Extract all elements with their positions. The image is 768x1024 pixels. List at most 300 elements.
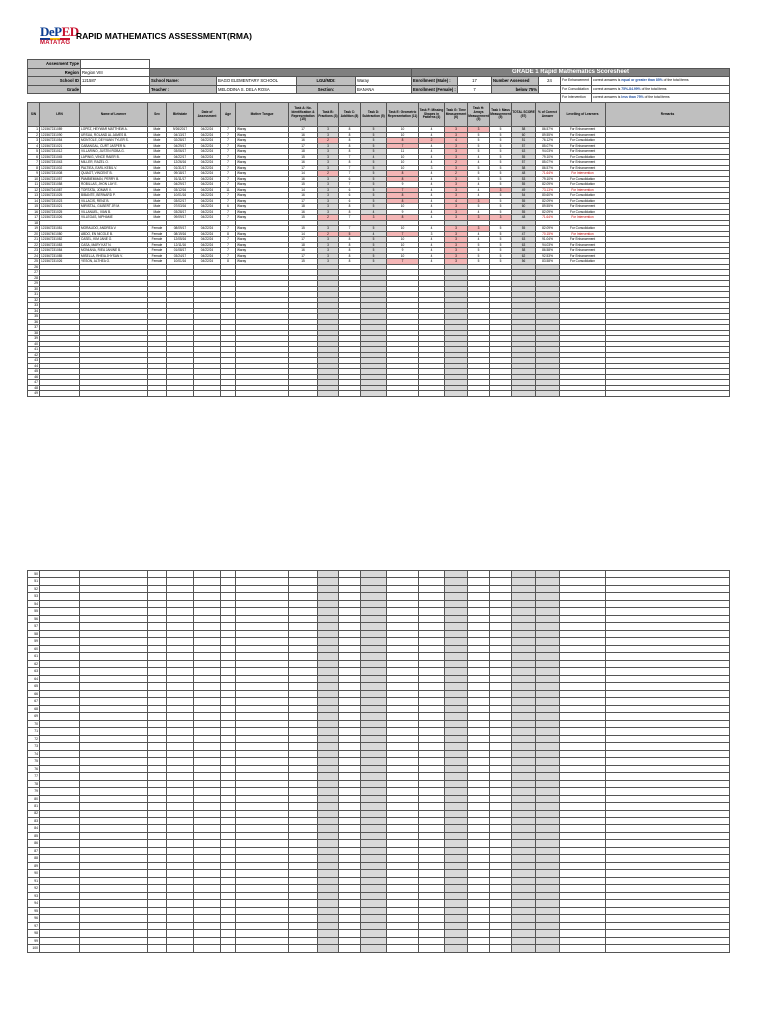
empty-cell[interactable]	[194, 735, 221, 742]
empty-cell[interactable]	[167, 803, 194, 810]
empty-cell[interactable]	[490, 713, 512, 720]
empty-cell[interactable]	[387, 847, 419, 854]
empty-cell[interactable]	[40, 743, 80, 750]
empty-cell[interactable]	[194, 615, 221, 622]
mother-tongue-cell[interactable]: Waray	[236, 242, 289, 248]
empty-cell[interactable]	[318, 945, 339, 952]
empty-cell[interactable]	[536, 690, 560, 697]
empty-cell[interactable]	[148, 391, 167, 397]
empty-cell[interactable]	[361, 855, 387, 862]
task-score-cell[interactable]: 2	[318, 231, 339, 237]
empty-cell[interactable]	[512, 735, 536, 742]
empty-cell[interactable]	[445, 571, 468, 578]
empty-cell[interactable]	[361, 593, 387, 600]
empty-cell[interactable]	[560, 855, 606, 862]
empty-cell[interactable]	[339, 571, 361, 578]
empty-cell[interactable]	[606, 922, 730, 929]
empty-cell[interactable]	[419, 660, 445, 667]
empty-cell[interactable]	[194, 571, 221, 578]
task-score-cell[interactable]: 15	[289, 226, 318, 232]
task-score-cell[interactable]: 3	[318, 237, 339, 243]
empty-cell[interactable]	[606, 788, 730, 795]
empty-cell[interactable]	[361, 608, 387, 615]
empty-cell[interactable]	[221, 615, 236, 622]
empty-cell[interactable]	[606, 773, 730, 780]
empty-cell[interactable]	[606, 698, 730, 705]
lrn-cell[interactable]: 121567231043	[40, 160, 80, 166]
task-score-cell[interactable]: 3	[318, 187, 339, 193]
mother-tongue-cell[interactable]: Waray	[236, 198, 289, 204]
empty-cell[interactable]	[339, 930, 361, 937]
task-score-cell[interactable]: 9	[387, 182, 419, 188]
empty-cell[interactable]	[339, 623, 361, 630]
lrn-cell[interactable]: 121567231090	[40, 132, 80, 138]
empty-cell[interactable]	[167, 847, 194, 854]
empty-cell[interactable]	[148, 750, 167, 757]
empty-cell[interactable]	[490, 795, 512, 802]
empty-cell[interactable]	[289, 758, 318, 765]
empty-cell[interactable]	[606, 855, 730, 862]
empty-cell[interactable]	[80, 817, 148, 824]
empty-cell[interactable]	[419, 825, 445, 832]
task-score-cell[interactable]: 5	[468, 204, 490, 210]
empty-cell[interactable]	[606, 780, 730, 787]
empty-cell[interactable]	[490, 623, 512, 630]
empty-cell[interactable]	[361, 862, 387, 869]
empty-cell[interactable]	[167, 937, 194, 944]
task-score-cell[interactable]: 5	[361, 253, 387, 259]
task-score-cell[interactable]: 8	[387, 193, 419, 199]
mother-tongue-cell[interactable]: Waray	[236, 143, 289, 149]
empty-cell[interactable]	[560, 645, 606, 652]
assessment-date-cell[interactable]: 04/22/24	[194, 176, 221, 182]
empty-cell[interactable]	[236, 900, 289, 907]
task-score-cell[interactable]: 3	[318, 143, 339, 149]
task-score-cell[interactable]: 3	[445, 209, 468, 215]
empty-cell[interactable]	[167, 892, 194, 899]
empty-cell[interactable]	[512, 937, 536, 944]
empty-cell[interactable]	[419, 645, 445, 652]
task-score-cell[interactable]: 2	[419, 138, 445, 144]
empty-cell[interactable]	[468, 922, 490, 929]
task-score-cell[interactable]: 4	[419, 176, 445, 182]
empty-cell[interactable]	[387, 683, 419, 690]
task-score-cell[interactable]: 3	[318, 176, 339, 182]
empty-cell[interactable]	[536, 840, 560, 847]
task-score-cell[interactable]: 3	[445, 127, 468, 133]
empty-cell[interactable]	[536, 615, 560, 622]
birthdate-cell[interactable]: 02/28/17	[167, 138, 194, 144]
empty-cell[interactable]	[339, 817, 361, 824]
empty-cell[interactable]	[194, 705, 221, 712]
empty-cell[interactable]	[536, 578, 560, 585]
empty-cell[interactable]	[167, 735, 194, 742]
empty-cell[interactable]	[40, 728, 80, 735]
empty-cell[interactable]	[445, 623, 468, 630]
empty-cell[interactable]	[339, 788, 361, 795]
empty-cell[interactable]	[148, 915, 167, 922]
empty-cell[interactable]	[167, 578, 194, 585]
empty-cell[interactable]	[512, 930, 536, 937]
empty-cell[interactable]	[167, 585, 194, 592]
empty-cell[interactable]	[80, 945, 148, 952]
task-score-cell[interactable]: 3	[318, 198, 339, 204]
empty-cell[interactable]	[361, 900, 387, 907]
empty-cell[interactable]	[606, 578, 730, 585]
empty-cell[interactable]	[167, 758, 194, 765]
empty-cell[interactable]	[194, 585, 221, 592]
empty-cell[interactable]	[361, 743, 387, 750]
task-score-cell[interactable]: 4	[419, 253, 445, 259]
empty-cell[interactable]	[339, 855, 361, 862]
empty-cell[interactable]	[361, 653, 387, 660]
empty-cell[interactable]	[221, 907, 236, 914]
empty-cell[interactable]	[221, 788, 236, 795]
empty-cell[interactable]	[536, 810, 560, 817]
empty-cell[interactable]	[387, 810, 419, 817]
empty-cell[interactable]	[236, 630, 289, 637]
empty-cell[interactable]	[194, 900, 221, 907]
empty-cell[interactable]	[194, 698, 221, 705]
mother-tongue-cell[interactable]: Waray	[236, 204, 289, 210]
task-score-cell[interactable]: 17	[289, 143, 318, 149]
empty-cell[interactable]	[445, 615, 468, 622]
task-score-cell[interactable]: 5	[468, 176, 490, 182]
empty-cell[interactable]	[289, 795, 318, 802]
empty-cell[interactable]	[194, 743, 221, 750]
task-score-cell[interactable]: 5	[361, 187, 387, 193]
task-score-cell[interactable]: 2	[318, 171, 339, 177]
empty-cell[interactable]	[80, 840, 148, 847]
empty-cell[interactable]	[167, 608, 194, 615]
empty-cell[interactable]	[512, 810, 536, 817]
empty-cell[interactable]	[221, 922, 236, 929]
task-score-cell[interactable]: 10	[387, 242, 419, 248]
empty-cell[interactable]	[512, 593, 536, 600]
empty-cell[interactable]	[606, 615, 730, 622]
empty-cell[interactable]	[148, 855, 167, 862]
lrn-cell[interactable]: 121567231089	[40, 127, 80, 133]
empty-cell[interactable]	[606, 945, 730, 952]
empty-cell[interactable]	[560, 713, 606, 720]
empty-cell[interactable]	[318, 578, 339, 585]
empty-cell[interactable]	[236, 922, 289, 929]
empty-cell[interactable]	[361, 705, 387, 712]
empty-cell[interactable]	[40, 832, 80, 839]
empty-cell[interactable]	[167, 870, 194, 877]
empty-cell[interactable]	[80, 593, 148, 600]
empty-cell[interactable]	[606, 713, 730, 720]
empty-cell[interactable]	[167, 922, 194, 929]
task-score-cell[interactable]: 10	[387, 237, 419, 243]
empty-cell[interactable]	[361, 668, 387, 675]
task-score-cell[interactable]: 3	[445, 253, 468, 259]
task-score-cell[interactable]: 5	[490, 253, 512, 259]
empty-cell[interactable]	[387, 690, 419, 697]
assessment-date-cell[interactable]: 04/22/24	[194, 165, 221, 171]
empty-cell[interactable]	[536, 645, 560, 652]
empty-cell[interactable]	[606, 645, 730, 652]
empty-cell[interactable]	[490, 645, 512, 652]
empty-cell[interactable]	[468, 907, 490, 914]
empty-cell[interactable]	[361, 765, 387, 772]
empty-cell[interactable]	[289, 885, 318, 892]
empty-cell[interactable]	[236, 623, 289, 630]
task-score-cell[interactable]: 16	[289, 248, 318, 254]
empty-cell[interactable]	[419, 810, 445, 817]
empty-cell[interactable]	[40, 585, 80, 592]
empty-cell[interactable]	[236, 653, 289, 660]
empty-cell[interactable]	[289, 675, 318, 682]
task-score-cell[interactable]: 3	[318, 209, 339, 215]
empty-cell[interactable]	[80, 922, 148, 929]
empty-cell[interactable]	[536, 892, 560, 899]
age-cell[interactable]: 7	[221, 209, 236, 215]
empty-cell[interactable]	[194, 825, 221, 832]
empty-cell[interactable]	[512, 758, 536, 765]
empty-cell[interactable]	[445, 810, 468, 817]
empty-cell[interactable]	[148, 885, 167, 892]
empty-cell[interactable]	[606, 690, 730, 697]
sex-cell[interactable]: Female	[148, 253, 167, 259]
teacher-value[interactable]: MELODINA S. DELA ROSA	[217, 85, 297, 94]
sex-cell[interactable]: Male	[148, 209, 167, 215]
empty-cell[interactable]	[40, 638, 80, 645]
task-score-cell[interactable]: 10	[387, 154, 419, 160]
empty-cell[interactable]	[536, 600, 560, 607]
mother-tongue-cell[interactable]: Waray	[236, 259, 289, 265]
task-score-cell[interactable]: 10	[387, 204, 419, 210]
task-score-cell[interactable]: 5	[361, 138, 387, 144]
empty-cell[interactable]	[80, 788, 148, 795]
empty-cell[interactable]	[468, 885, 490, 892]
empty-cell[interactable]	[289, 720, 318, 727]
empty-cell[interactable]	[490, 630, 512, 637]
empty-cell[interactable]	[40, 870, 80, 877]
empty-cell[interactable]	[289, 698, 318, 705]
task-score-cell[interactable]: 4	[419, 143, 445, 149]
empty-cell[interactable]	[419, 930, 445, 937]
empty-cell[interactable]	[536, 877, 560, 884]
empty-cell[interactable]	[560, 660, 606, 667]
empty-cell[interactable]	[194, 645, 221, 652]
empty-cell[interactable]	[167, 877, 194, 884]
empty-cell[interactable]	[40, 578, 80, 585]
empty-cell[interactable]	[339, 600, 361, 607]
learner-name-cell[interactable]: ROBILLAS, JHON LAY E.	[80, 182, 148, 188]
mother-tongue-cell[interactable]: Waray	[236, 237, 289, 243]
birthdate-cell[interactable]: 12/26/16	[167, 160, 194, 166]
empty-cell[interactable]	[194, 915, 221, 922]
empty-cell[interactable]	[339, 750, 361, 757]
empty-cell[interactable]	[289, 922, 318, 929]
empty-cell[interactable]	[490, 937, 512, 944]
empty-cell[interactable]	[318, 788, 339, 795]
empty-cell[interactable]	[445, 832, 468, 839]
empty-cell[interactable]	[289, 615, 318, 622]
empty-cell[interactable]	[361, 877, 387, 884]
age-cell[interactable]: 6	[221, 204, 236, 210]
empty-cell[interactable]	[318, 795, 339, 802]
empty-cell[interactable]	[536, 825, 560, 832]
empty-cell[interactable]	[194, 870, 221, 877]
lrn-cell[interactable]: 121567231023	[40, 198, 80, 204]
lrn-cell[interactable]: 121567231054	[40, 138, 80, 144]
learner-name-cell[interactable]: TORTATA, JOMAR V.	[80, 187, 148, 193]
empty-cell[interactable]	[80, 758, 148, 765]
empty-cell[interactable]	[236, 885, 289, 892]
empty-cell[interactable]	[148, 638, 167, 645]
task-score-cell[interactable]: 5	[490, 193, 512, 199]
empty-cell[interactable]	[148, 810, 167, 817]
task-score-cell[interactable]: 4	[445, 138, 468, 144]
empty-cell[interactable]	[40, 668, 80, 675]
task-score-cell[interactable]: 4	[419, 154, 445, 160]
empty-cell[interactable]	[536, 862, 560, 869]
empty-cell[interactable]	[339, 847, 361, 854]
empty-cell[interactable]	[490, 578, 512, 585]
empty-cell[interactable]	[536, 675, 560, 682]
task-score-cell[interactable]: 3	[419, 231, 445, 237]
empty-cell[interactable]	[80, 728, 148, 735]
assessment-date-cell[interactable]: 04/22/24	[194, 237, 221, 243]
learner-name-cell[interactable]: MONIANA, RIEA JANINE B.	[80, 248, 148, 254]
empty-cell[interactable]	[40, 608, 80, 615]
mother-tongue-cell[interactable]: Waray	[236, 132, 289, 138]
empty-cell[interactable]	[221, 720, 236, 727]
empty-cell[interactable]	[536, 593, 560, 600]
empty-cell[interactable]	[40, 615, 80, 622]
empty-cell[interactable]	[318, 870, 339, 877]
empty-cell[interactable]	[289, 803, 318, 810]
empty-cell[interactable]	[361, 817, 387, 824]
task-score-cell[interactable]: 3	[318, 132, 339, 138]
task-score-cell[interactable]: 10	[387, 160, 419, 166]
empty-cell[interactable]	[40, 780, 80, 787]
empty-cell[interactable]	[148, 907, 167, 914]
empty-cell[interactable]	[339, 915, 361, 922]
task-score-cell[interactable]: 17	[289, 198, 318, 204]
empty-cell[interactable]	[419, 795, 445, 802]
empty-cell[interactable]	[512, 765, 536, 772]
empty-cell[interactable]	[419, 780, 445, 787]
empty-cell[interactable]	[80, 803, 148, 810]
lrn-cell[interactable]: 121567231084	[40, 248, 80, 254]
empty-cell[interactable]	[512, 922, 536, 929]
empty-cell[interactable]	[606, 877, 730, 884]
empty-cell[interactable]	[387, 885, 419, 892]
empty-cell[interactable]	[468, 937, 490, 944]
empty-cell[interactable]	[194, 877, 221, 884]
empty-cell[interactable]	[560, 937, 606, 944]
empty-cell[interactable]	[40, 825, 80, 832]
empty-cell[interactable]	[512, 780, 536, 787]
empty-cell[interactable]	[80, 877, 148, 884]
empty-cell[interactable]	[339, 885, 361, 892]
empty-cell[interactable]	[606, 885, 730, 892]
birthdate-cell[interactable]: 01/08/17	[167, 248, 194, 254]
empty-cell[interactable]	[221, 773, 236, 780]
task-score-cell[interactable]: 8	[387, 138, 419, 144]
empty-cell[interactable]	[445, 817, 468, 824]
task-score-cell[interactable]: 14	[289, 231, 318, 237]
empty-cell[interactable]	[289, 937, 318, 944]
task-score-cell[interactable]: 8	[339, 259, 361, 265]
empty-cell[interactable]	[606, 585, 730, 592]
empty-cell[interactable]	[445, 825, 468, 832]
assessment-date-cell[interactable]: 04/22/24	[194, 127, 221, 133]
empty-cell[interactable]	[560, 922, 606, 929]
empty-cell[interactable]	[512, 571, 536, 578]
empty-cell[interactable]	[468, 578, 490, 585]
empty-cell[interactable]	[468, 825, 490, 832]
school-name-value[interactable]: BAGO ELEMENTARY SCHOOL	[217, 77, 297, 86]
empty-cell[interactable]	[339, 743, 361, 750]
task-score-cell[interactable]: 7	[339, 171, 361, 177]
empty-cell[interactable]	[387, 653, 419, 660]
task-score-cell[interactable]: 4	[361, 231, 387, 237]
empty-cell[interactable]	[236, 705, 289, 712]
assessment-date-cell[interactable]: 04/22/24	[194, 154, 221, 160]
empty-cell[interactable]	[318, 720, 339, 727]
empty-cell[interactable]	[148, 571, 167, 578]
empty-cell[interactable]	[40, 795, 80, 802]
empty-cell[interactable]	[536, 847, 560, 854]
empty-cell[interactable]	[339, 870, 361, 877]
empty-cell[interactable]	[148, 600, 167, 607]
age-cell[interactable]: 7	[221, 165, 236, 171]
empty-cell[interactable]	[80, 585, 148, 592]
empty-cell[interactable]	[339, 862, 361, 869]
empty-cell[interactable]	[536, 758, 560, 765]
sex-cell[interactable]: Male	[148, 193, 167, 199]
empty-cell[interactable]	[468, 705, 490, 712]
empty-cell[interactable]	[387, 585, 419, 592]
empty-cell[interactable]	[289, 870, 318, 877]
empty-cell[interactable]	[560, 600, 606, 607]
empty-cell[interactable]	[445, 735, 468, 742]
empty-cell[interactable]	[445, 922, 468, 929]
empty-cell[interactable]	[236, 780, 289, 787]
empty-cell[interactable]	[167, 728, 194, 735]
empty-cell[interactable]	[445, 907, 468, 914]
empty-cell[interactable]	[536, 638, 560, 645]
empty-cell[interactable]	[167, 623, 194, 630]
empty-cell[interactable]	[387, 937, 419, 944]
empty-cell[interactable]	[419, 855, 445, 862]
empty-cell[interactable]	[468, 720, 490, 727]
empty-cell[interactable]	[560, 900, 606, 907]
empty-cell[interactable]	[361, 803, 387, 810]
empty-cell[interactable]	[339, 832, 361, 839]
empty-cell[interactable]	[419, 900, 445, 907]
empty-cell[interactable]	[512, 713, 536, 720]
empty-cell[interactable]	[387, 720, 419, 727]
empty-cell[interactable]	[560, 675, 606, 682]
empty-cell[interactable]	[512, 600, 536, 607]
task-score-cell[interactable]: 8	[339, 143, 361, 149]
empty-cell[interactable]	[419, 728, 445, 735]
task-score-cell[interactable]: 5	[468, 149, 490, 155]
empty-cell[interactable]	[536, 773, 560, 780]
empty-cell[interactable]	[194, 578, 221, 585]
empty-cell[interactable]	[445, 885, 468, 892]
task-score-cell[interactable]: 4	[468, 193, 490, 199]
empty-cell[interactable]	[318, 915, 339, 922]
empty-cell[interactable]	[194, 810, 221, 817]
empty-cell[interactable]	[194, 713, 221, 720]
task-score-cell[interactable]: 3	[318, 149, 339, 155]
